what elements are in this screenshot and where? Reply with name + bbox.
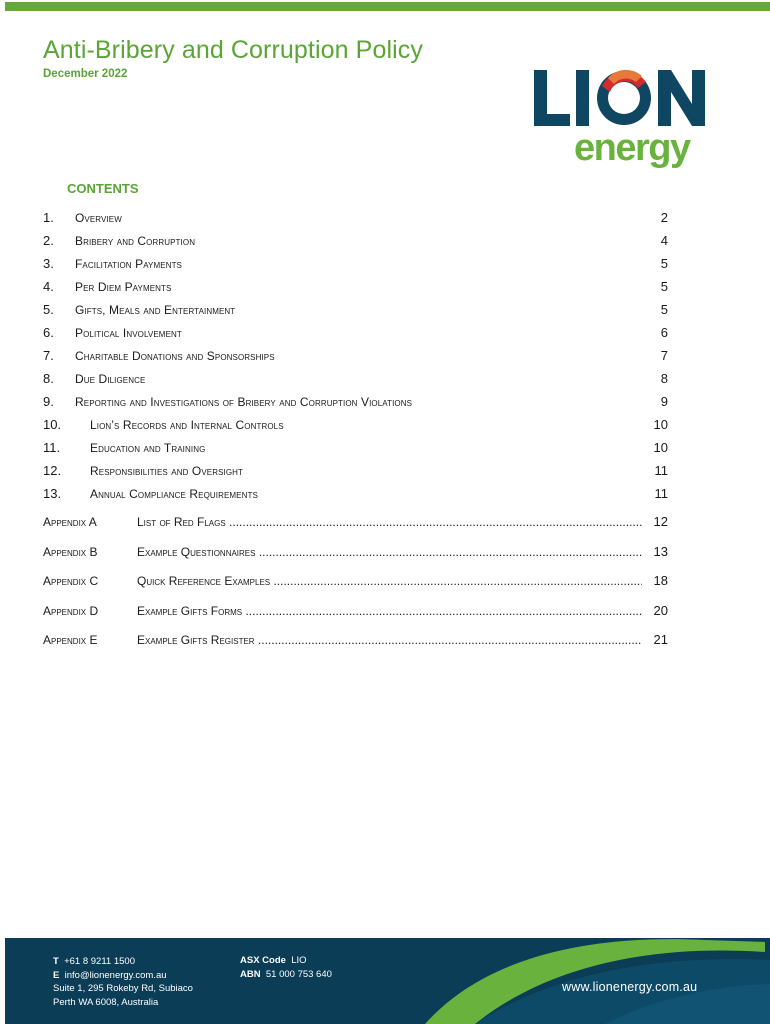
- toc-entry-label[interactable]: Political Involvement: [75, 326, 182, 340]
- toc-entry-number: 9.: [43, 394, 54, 409]
- appendix-title[interactable]: List of Red Flags .....: [137, 512, 642, 532]
- toc-entry-label[interactable]: Lion’s Records and Internal Controls: [90, 418, 284, 432]
- appendix-list: [43, 512, 668, 660]
- toc-entry-label[interactable]: Per Diem Payments: [75, 280, 172, 294]
- toc-entry-page: 10: [653, 440, 668, 455]
- lion-energy-logo: [530, 64, 710, 174]
- toc-entry-label[interactable]: Due Diligence: [75, 372, 146, 386]
- toc-entry[interactable]: [43, 300, 668, 323]
- appendix-page: 12: [653, 514, 668, 529]
- toc-entry[interactable]: [43, 208, 668, 231]
- toc-entry-label[interactable]: Charitable Donations and Sponsorships: [75, 349, 275, 363]
- appendix-code: Appendix B: [43, 544, 98, 559]
- toc-entry-number: 6.: [43, 325, 54, 340]
- contents-heading: CONTENTS: [67, 181, 139, 196]
- toc-entry[interactable]: [43, 323, 668, 346]
- phone-label: T: [53, 956, 59, 967]
- appendix-title[interactable]: Quick Reference Examples .....: [137, 571, 642, 591]
- footer-contact: [53, 955, 193, 1009]
- toc-entry-number: 3.: [43, 256, 54, 271]
- appendix-code: Appendix A: [43, 515, 97, 529]
- appendix-code: Appendix C: [43, 574, 99, 588]
- page-footer: [5, 938, 770, 1024]
- toc-entry-label[interactable]: Overview: [75, 211, 122, 225]
- appendix-entry[interactable]: [43, 630, 668, 660]
- toc-entry-number: 11.: [43, 440, 61, 455]
- toc-entry-number: 4.: [43, 279, 54, 294]
- table-of-contents: [43, 208, 668, 507]
- appendix-title[interactable]: Example Questionnaires .....: [137, 542, 642, 562]
- toc-entry-number: 10.: [43, 417, 62, 432]
- appendix-page: 21: [653, 632, 668, 647]
- toc-entry-label[interactable]: Education and Training: [90, 441, 206, 455]
- logo-letter-l: [534, 70, 570, 126]
- toc-entry[interactable]: [43, 231, 668, 254]
- appendix-title[interactable]: Example Gifts Register .....: [137, 630, 642, 650]
- toc-entry[interactable]: [43, 484, 668, 507]
- email-address[interactable]: info@lionenergy.com.au: [64, 969, 167, 981]
- toc-entry-number: 12.: [43, 463, 62, 478]
- toc-entry-page: 9: [660, 394, 668, 409]
- appendix-entry[interactable]: [43, 512, 668, 542]
- toc-entry-number: 2.: [43, 233, 54, 248]
- toc-entry-page: 4: [660, 233, 668, 248]
- toc-entry-page: 7: [660, 348, 668, 363]
- address-line-2: Perth WA 6008, Australia: [53, 996, 159, 1008]
- toc-entry-number: 7.: [43, 348, 54, 363]
- logo-swirl-icon: [597, 70, 651, 125]
- toc-entry-page: 5: [660, 256, 668, 271]
- toc-entry-number: 13.: [43, 486, 62, 501]
- appendix-title[interactable]: Example Gifts Forms .....: [137, 601, 642, 621]
- toc-entry-label[interactable]: Facilitation Payments: [75, 257, 182, 271]
- appendix-code: Appendix D: [43, 603, 99, 618]
- appendix-entry[interactable]: [43, 571, 668, 601]
- email-label: E: [53, 969, 60, 981]
- toc-entry-page: 2: [660, 210, 668, 225]
- document-title: Anti-Bribery and Corruption Policy: [43, 36, 423, 64]
- toc-entry-page: 5: [660, 302, 668, 317]
- toc-entry[interactable]: [43, 461, 668, 484]
- appendix-page: 13: [653, 543, 668, 559]
- abn-label: ABN: [240, 968, 261, 980]
- appendix-code: Appendix E: [43, 633, 98, 647]
- toc-entry-label[interactable]: Gifts, Meals and Entertainment: [75, 303, 236, 317]
- logo-word-energy: energy: [574, 127, 690, 169]
- phone-number[interactable]: +61 8 9211 1500: [64, 956, 135, 967]
- logo-letter-n: [658, 70, 705, 126]
- toc-entry-number: 5.: [43, 302, 54, 317]
- toc-entry-page: 11: [654, 463, 668, 478]
- toc-entry-page: 5: [660, 279, 668, 294]
- abn-number: 51 000 753 640: [265, 968, 332, 980]
- toc-entry-page: 10: [653, 417, 668, 432]
- appendix-page: 18: [653, 573, 668, 588]
- logo-letter-i: [576, 70, 589, 126]
- website-link[interactable]: www.lionenergy.com.au: [562, 980, 698, 994]
- toc-entry-page: 11: [654, 486, 668, 501]
- document-date: December 2022: [43, 68, 128, 80]
- toc-entry[interactable]: [43, 277, 668, 300]
- toc-entry[interactable]: [43, 254, 668, 277]
- toc-entry-number: 8.: [43, 371, 54, 386]
- top-accent-bar: [5, 2, 770, 11]
- toc-entry-number: 1.: [43, 210, 54, 225]
- appendix-entry[interactable]: [43, 601, 668, 631]
- toc-entry[interactable]: [43, 415, 668, 438]
- asx-code: LIO: [291, 955, 307, 966]
- asx-label: ASX Code: [240, 955, 286, 966]
- toc-entry[interactable]: [43, 392, 668, 415]
- toc-entry-label[interactable]: Responsibilities and Oversight: [90, 464, 244, 478]
- toc-entry[interactable]: [43, 346, 668, 369]
- toc-entry-label[interactable]: Reporting and Investigations of Bribery and Corruption Violations: [75, 395, 413, 409]
- toc-entry[interactable]: [43, 369, 668, 392]
- footer-company-info: [240, 954, 332, 981]
- toc-entry[interactable]: [43, 438, 668, 461]
- appendix-entry[interactable]: [43, 542, 668, 572]
- appendix-page: 20: [653, 602, 668, 618]
- toc-entry-label[interactable]: Bribery and Corruption: [75, 234, 196, 248]
- toc-entry-label[interactable]: Annual Compliance Requirements: [90, 487, 258, 501]
- toc-entry-page: 8: [660, 371, 668, 386]
- toc-entry-page: 6: [660, 325, 668, 340]
- address-line-1: Suite 1, 295 Rokeby Rd, Subiaco: [53, 983, 193, 994]
